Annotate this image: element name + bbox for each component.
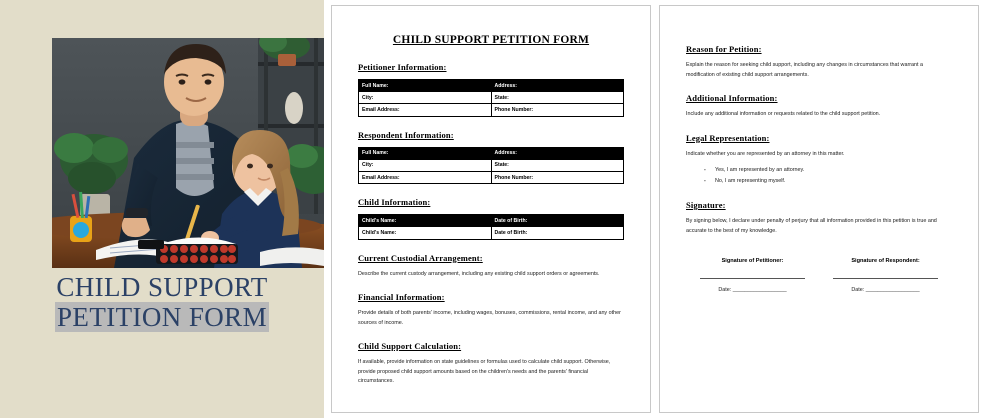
cell-city[interactable]: City:	[359, 159, 492, 171]
heading-reason-for-petition: Reason for Petition:	[686, 44, 762, 54]
cell-state[interactable]: State:	[491, 159, 624, 171]
cover-title	[0, 272, 324, 332]
respondent-signature-column	[819, 258, 952, 293]
cell-full-name[interactable]: Full Name:	[359, 80, 492, 92]
document-page-3[interactable]	[659, 5, 979, 413]
text-signature-declaration: By signing below, I declare under penalty of perjury that all information provided in this petition is true and accurate to the best of my knowledge.	[686, 218, 937, 234]
heading-signature: Signature:	[686, 200, 726, 210]
heading-child-information: Child Information:	[358, 197, 431, 208]
table-row	[359, 80, 624, 92]
text-current-custodial-arrangement: Describe the current custody arrangement, including any existing child support orders or agreements.	[358, 270, 600, 277]
heading-respondent-information: Respondent Information:	[358, 129, 454, 140]
table-row	[359, 171, 624, 183]
cell-full-name[interactable]: Full Name:	[359, 147, 492, 159]
document-title: CHILD SUPPORT PETITION FORM	[392, 34, 590, 46]
petitioner-signature-column	[686, 258, 819, 293]
cell-phone-number[interactable]: Phone Number:	[491, 104, 624, 116]
cell-email-address[interactable]: Email Address:	[359, 104, 492, 116]
table-row	[359, 147, 624, 159]
petitioner-date-field[interactable]: Date: __________________	[718, 287, 787, 293]
text-financial-information: Provide details of both parents' income, including wages, bonuses, commissions, rental income, and any other sources of income.	[358, 310, 621, 326]
petitioner-signature-line[interactable]	[700, 278, 805, 279]
cell-phone-number[interactable]: Phone Number:	[491, 171, 624, 183]
cell-date-of-birth[interactable]: Date of Birth:	[491, 227, 624, 239]
respondent-date-field[interactable]: Date: __________________	[851, 287, 920, 293]
text-additional-information: Include any additional information or requests related to the child support petition.	[686, 111, 881, 117]
child-information-table[interactable]	[358, 214, 624, 239]
text-legal-representation: Indicate whether you are represented by an attorney in this matter.	[686, 150, 845, 157]
cell-date-of-birth[interactable]: Date of Birth:	[491, 215, 624, 227]
table-row	[359, 104, 624, 116]
cover-photo	[52, 38, 324, 268]
text-child-support-calculation: If available, provide information on state guidelines or formulas used to calculate child support. Otherwise, provide proposed child support amounts based on the children's needs and the parents' financial circumstances.	[358, 359, 611, 384]
table-row	[359, 215, 624, 227]
heading-petitioner-information: Petitioner Information:	[358, 62, 447, 72]
signature-block	[686, 258, 952, 293]
heading-additional-information: Additional Information:	[686, 93, 778, 103]
list-item[interactable]: - Yes, I am represented by an attorney.	[704, 165, 952, 176]
legal-representation-options	[686, 165, 952, 187]
cell-address[interactable]: Address:	[491, 80, 624, 92]
table-row	[359, 159, 624, 171]
cover-page	[0, 0, 324, 418]
respondent-signature-line[interactable]	[833, 278, 938, 279]
cell-address[interactable]: Address:	[491, 147, 624, 159]
respondent-information-table[interactable]	[358, 147, 624, 185]
cover-photo-illustration	[52, 38, 324, 268]
table-row	[359, 92, 624, 104]
cell-childs-name[interactable]: Child's Name:	[359, 227, 492, 239]
petitioner-signature-label: Signature of Petitioner:	[721, 258, 784, 264]
cover-title-line-2: PETITION FORM	[57, 302, 267, 332]
cell-email-address[interactable]: Email Address:	[359, 171, 492, 183]
petitioner-information-table[interactable]	[358, 79, 624, 117]
cell-childs-name[interactable]: Child's Name:	[359, 215, 492, 227]
list-item[interactable]: - No, I am representing myself.	[704, 176, 952, 187]
cell-city[interactable]: City:	[359, 92, 492, 104]
document-page-2[interactable]	[331, 5, 651, 413]
cell-state[interactable]: State:	[491, 92, 624, 104]
heading-financial-information: Financial Information:	[358, 292, 445, 302]
heading-current-custodial-arrangement: Current Custodial Arrangement:	[358, 252, 483, 263]
heading-legal-representation: Legal Representation:	[686, 132, 770, 143]
respondent-signature-label: Signature of Respondent:	[851, 258, 920, 264]
heading-child-support-calculation: Child Support Calculation:	[358, 341, 462, 351]
cover-title-line-1: CHILD SUPPORT	[56, 272, 268, 302]
text-reason-for-petition: Explain the reason for seeking child support, including any changes in circumstances that warrant a modification of existing child support arrangements.	[686, 62, 924, 78]
table-row	[359, 227, 624, 239]
